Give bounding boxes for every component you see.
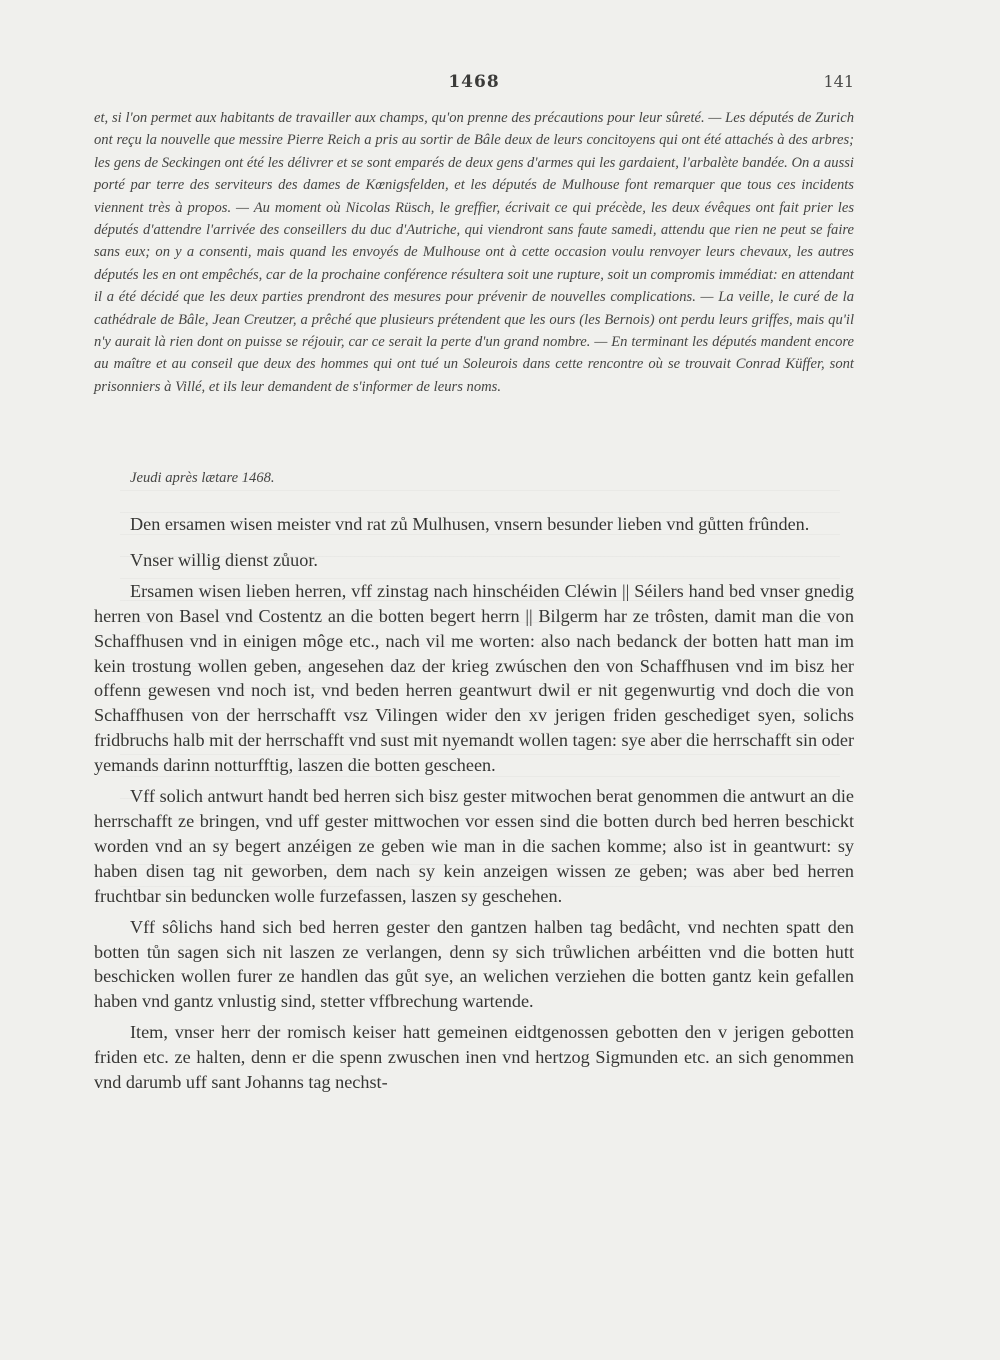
page-number: 141: [823, 72, 854, 91]
letter-paragraph: Vff solich antwurt handt bed herren sich bisz gester mitwochen berat genommen die antwurt an die herrschafft ze bringen, vnd uff gester mittwochen vor essen sind die botten durch bed herren beschickt worden vnd an sy begert anzéigen ze geben wie man in die sachen komme; also ist in geantwurt: sy haben disen tag nit geworben, dem nach sy kein anzeigen wissen ze geben; was aber bed herren fruchtbar sin beduncken wolle furzefassen, laszen sy geschehen.: [94, 786, 854, 906]
running-header: [94, 72, 854, 102]
letter-address: Den ersamen wisen meister vnd rat zů Mulhusen, vnsern besunder lieben vnd gůtten frûnden.: [130, 514, 810, 534]
letter-text: [94, 512, 854, 1095]
letter-paragraph: Ersamen wisen lieben herren, vff zinstag nach hinschéiden Cléwin || Séilers hand bed vnser gnedig herren von Basel vnd Costentz an die botten begert herrn || Bilgerm har ze trôsten, damit man die von Schaffhusen vnd in einigen môge etc., nach vil me worten: also nach bedanck der botten hatt man im kein trostung wollen geben, angesehen daz der krieg zwúschen den von Schaffhusen vnd im bisz her offenn gewesen vnd noch ist, vnd beden herren geantwurt dwil er nit gegenwurtig vnd doch die von Schaffhusen von der herrschafft vsz Vilingen wider den xv jerigen friden geschediget syen, solichs fridbruchs halb mit der herrschafft vnd sust mit nyemandt wollen tagen: sye aber die herrschafft sin oder yemands darinn notturfftig, laszen die botten gescheen.: [94, 580, 854, 776]
french-summary: [94, 107, 854, 398]
letter-greeting: Vnser willig dienst zůuor.: [130, 549, 318, 570]
summary-paragraph: et, si l'on permet aux habitants de travailler aux champs, qu'on prenne des précautions pour leur sûreté. — Les députés de Zurich ont reçu la nouvelle que messire Pierre Reich a pris au sortir de Bâle deux de leurs concitoyens qui ont été attachés à des arbres; les gens de Seckingen ont été les délivrer et se sont emparés de deux gens d'armes qui les gardaient, l'arbalète bandée. On a aussi porté par terre des serviteurs des dames de Kœnigsfelden, et les députés de Mulhouse font remarquer que tous ces incidents viennent très à propos. — Au moment où Nicolas Rüsch, le greffier, écrivait ce qui précède, les deux évêques ont fait prier les députés d'attendre l'arrivée des conseillers du duc d'Autriche, qui viendront sans faute samedi, attendu que rien ne peut se faire sans eux; on y a consenti, mais quand les envoyés de Mulhouse ont à cette occasion voulu renvoyer leurs chevaux, les autres députés les en ont empêchés, car de la prochaine conférence résultera soit une rupture, soit un compromis immédiat: en attendant il a été décidé que les deux parties prendront des mesures pour prévenir de nouvelles complications. — La veille, le curé de la cathédrale de Bâle, Jean Creutzer, a prêché que plusieurs prétendent que les ours (les Bernois) ont perdu leurs griffes, mais qu'il n'y aurait là rien dont on puisse se réjouir, car ce serait la perte d'un grand nombre. — En terminant les députés mandent encore au maître et au conseil que deux des hommes qui ont tué un Soleurois dans cette rencontre où se trouvait Conrad Küffer, sont prisonniers à Villé, et ils leur demandent de s'informer de leurs noms.: [94, 110, 854, 395]
letter-paragraph: Vff sôlichs hand sich bed herren gester den gantzen halben tag bedâcht, vnd nechten spatt den botten tůn sagen sich nit laszen ze verlangen, denn sy sich trůwlichen arbéitten vnd die botten hutt beschicken wollen furer ze handlen das gůt sye, an welichen verziehen die botten gantz kein gefallen haben vnd gantz vnlustig sind, stetter vffbrechung wartende.: [94, 916, 854, 1012]
summary-dateline: Jeudi après lætare 1468.: [130, 470, 275, 486]
header-year: 1468: [448, 72, 500, 92]
letter-paragraph: Item, vnser herr der romisch keiser hatt gemeinen eidtgenossen gebotten den v jerigen gebotten friden etc. ze halten, denn er die spenn zwuschen inen vnd hertzog Sigmunden etc. an sich genommen vnd darumb uff sant Johanns tag nechst-: [94, 1022, 854, 1093]
